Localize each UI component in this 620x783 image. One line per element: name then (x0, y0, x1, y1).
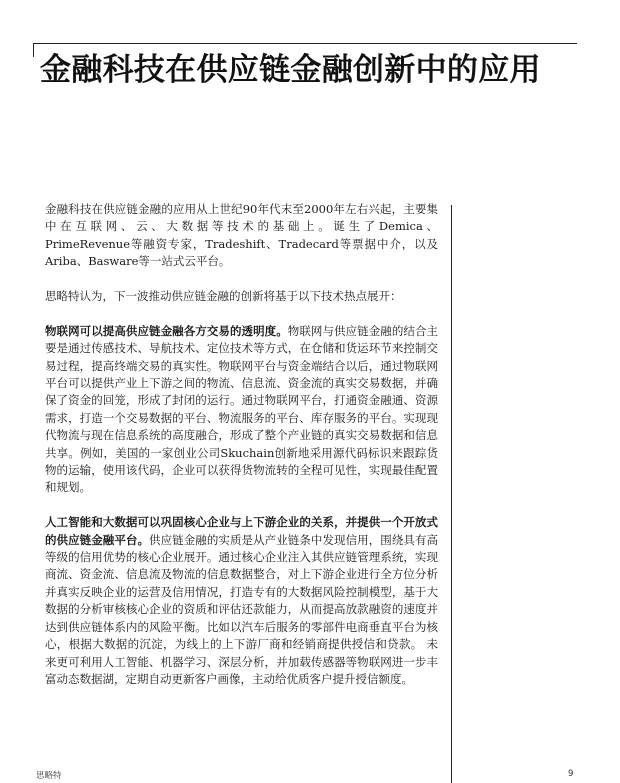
paragraph-text: 物联网与供应链金融的结合主要是通过传感技术、导航技术、定位技术等方式，在仓储和货运环节来控制交易过程，提高终端交易的真实性。物联网平台与资金端结合以后，通过物联网平台可以提供产业上下游之间的物流、信息流、资金流的真实交易数据，并确保了资金的回笼，形成了封闭的运行。通过物联网平台，打通资金融通、资源需求，打造一个交易数据的平台、物流服务的平台、库存服务的平台。实现现代物流与现在信息系统的高度融合，形成了整个产业链的真实交易数据和信息共享。例如，美国的一家创业公司Skuchain创新地采用源代码标识来跟踪货物的运输，使用该代码，企业可以获得货物流转的全程可见性，实现最佳配置和规划。 (45, 323, 439, 495)
paragraph-hotspots (45, 288, 438, 305)
column-divider (451, 205, 452, 783)
paragraph-text: 金融科技在供应链金融的应用从上世纪90年代末至2000年左右兴起，主要集中在互联网、云、大数据等技术的基础上。诞生了Demica、PrimeRevenue等融资专家，Tradeshift、Tradecard等票据中介，以及Ariba、Basware等一站式云平台。 (45, 202, 438, 269)
paragraph-lead: 人工智能和大数据可以巩固核心企业与上下游企业的关系，并提供一个开放式的供应链金融平台。 (45, 515, 438, 547)
header-rule-tick (33, 43, 34, 57)
body-text (45, 201, 438, 706)
page-title: 金融科技在供应链金融创新中的应用 (40, 52, 541, 88)
paragraph-iot (45, 323, 438, 497)
footer-page-number: 9 (568, 769, 574, 779)
paragraph-intro (45, 201, 438, 271)
paragraph-text: 思略特认为，下一波推动供应链金融的创新将基于以下技术热点展开： (45, 289, 402, 304)
footer-brand: 思略特 (36, 771, 62, 781)
paragraph-text: 供应链金融的实质是从产业链条中发现信用，围绕具有高等级的信用优势的核心企业展开。通过核心企业注入其供应链管理系统，实现商流、资金流、信息流及物流的信息数据整合，对上下游企业进行全方位分析并真实反映企业的运营及信用情况，打造专有的大数据风险控制模型，基于大数据的分析审核核心企业的资质和评估还款能力，从而提高放款融资的速度并达到供应链体系内的风险平衡。比如以汽车后服务的零部件电商垂直平台为核心，根据大数据的沉淀，为线上的上下游厂商和经销商提供授信和贷款。 未来更可利用人工智能、机器学习、深层分析，并加载传感器等物联网进一步丰富动态数据湖，定期自动更新客户画像，主动给优质客户提升授信额度。 (45, 532, 438, 686)
paragraph-lead: 物联网可以提高供应链金融各方交易的透明度。 (45, 323, 288, 338)
paragraph-ai-bigdata (45, 514, 438, 688)
header-rule (33, 43, 577, 44)
